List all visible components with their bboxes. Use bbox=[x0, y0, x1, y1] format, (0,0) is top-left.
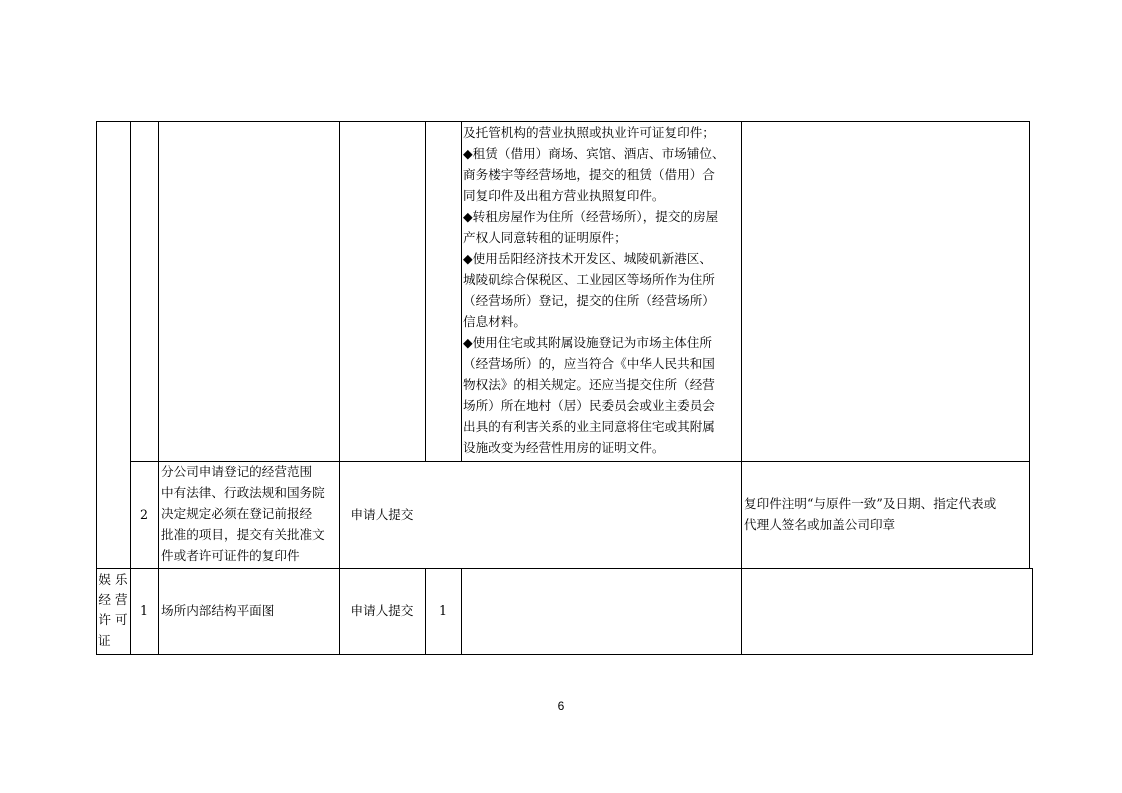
row-index: 2 bbox=[139, 507, 148, 522]
item-source: 申请人提交 bbox=[350, 603, 414, 618]
materials-line: 产权人同意转租的证明原件； bbox=[463, 230, 627, 245]
item-name-line: 件或者许可证件的复印件 bbox=[161, 548, 300, 563]
materials-line: 出具的有利害关系的业主同意将住宅或其附属 bbox=[463, 419, 715, 434]
grid-line bbox=[1032, 568, 1033, 654]
category-label-line: 证 bbox=[98, 633, 111, 648]
grid-line bbox=[130, 121, 131, 568]
grid-line bbox=[96, 654, 1033, 655]
materials-line: （经营场所）登记，提交的住所（经营场所） bbox=[463, 293, 715, 308]
item-source: 申请人提交 bbox=[350, 507, 414, 522]
materials-line: 场所）所在地村（居）民委员会或业主委员会 bbox=[463, 398, 715, 413]
row-index: 1 bbox=[139, 603, 148, 618]
grid-line bbox=[461, 568, 462, 654]
materials-line: ◆使用岳阳经济技术开发区、城陵矶新港区、 bbox=[463, 251, 712, 266]
materials-line: 同复印件及出租方营业执照复印件。 bbox=[463, 188, 665, 203]
item-remark-line: 代理人签名或加盖公司印章 bbox=[744, 517, 896, 532]
page-number: 6 bbox=[557, 699, 565, 713]
item-name-line: 分公司申请登记的经营范围 bbox=[161, 464, 313, 479]
materials-line: （经营场所）的，应当符合《中华人民共和国 bbox=[463, 356, 715, 371]
materials-line: 城陵矶综合保税区、工业园区等场所作为住所 bbox=[463, 272, 715, 287]
category-label-line: 娱 乐 bbox=[98, 572, 128, 587]
item-remark-line: 复印件注明“与原件一致”及日期、指定代表或 bbox=[744, 496, 997, 511]
grid-line bbox=[96, 121, 97, 568]
grid-line bbox=[158, 121, 159, 568]
grid-line bbox=[1029, 121, 1030, 568]
grid-line bbox=[741, 568, 742, 654]
materials-line: ◆租赁（借用）商场、宾馆、酒店、市场铺位、 bbox=[463, 146, 725, 161]
grid-line bbox=[461, 121, 462, 461]
materials-line: ◆转租房屋作为住所（经营场所），提交的房屋 bbox=[463, 209, 719, 224]
category-label-line: 经 营 bbox=[98, 592, 128, 607]
grid-line bbox=[741, 121, 742, 568]
materials-line: 物权法》的相关规定。还应当提交住所（经营 bbox=[463, 377, 715, 392]
materials-line: 信息材料。 bbox=[463, 314, 526, 329]
item-name-line: 批准的项目，提交有关批准文 bbox=[161, 527, 325, 542]
category-label-line: 许 可 bbox=[98, 612, 128, 627]
item-name-line: 中有法律、行政法规和国务院 bbox=[161, 485, 325, 500]
grid-line bbox=[96, 568, 1033, 569]
grid-line bbox=[130, 461, 1030, 462]
item-name: 场所内部结构平面图 bbox=[161, 603, 275, 618]
grid-line bbox=[158, 568, 159, 654]
item-count: 1 bbox=[438, 603, 447, 618]
materials-line: 商务楼宇等经营场地，提交的租赁（借用）合 bbox=[463, 167, 715, 182]
grid-line bbox=[339, 121, 340, 568]
item-name-line: 决定规定必须在登记前报经 bbox=[161, 506, 313, 521]
materials-line: 设施改变为经营性用房的证明文件。 bbox=[463, 440, 665, 455]
grid-line bbox=[425, 121, 426, 461]
materials-line: ◆使用住宅或其附属设施登记为市场主体住所 bbox=[463, 335, 712, 350]
materials-line: 及托管机构的营业执照或执业许可证复印件； bbox=[463, 125, 715, 140]
grid-line bbox=[96, 121, 1030, 122]
